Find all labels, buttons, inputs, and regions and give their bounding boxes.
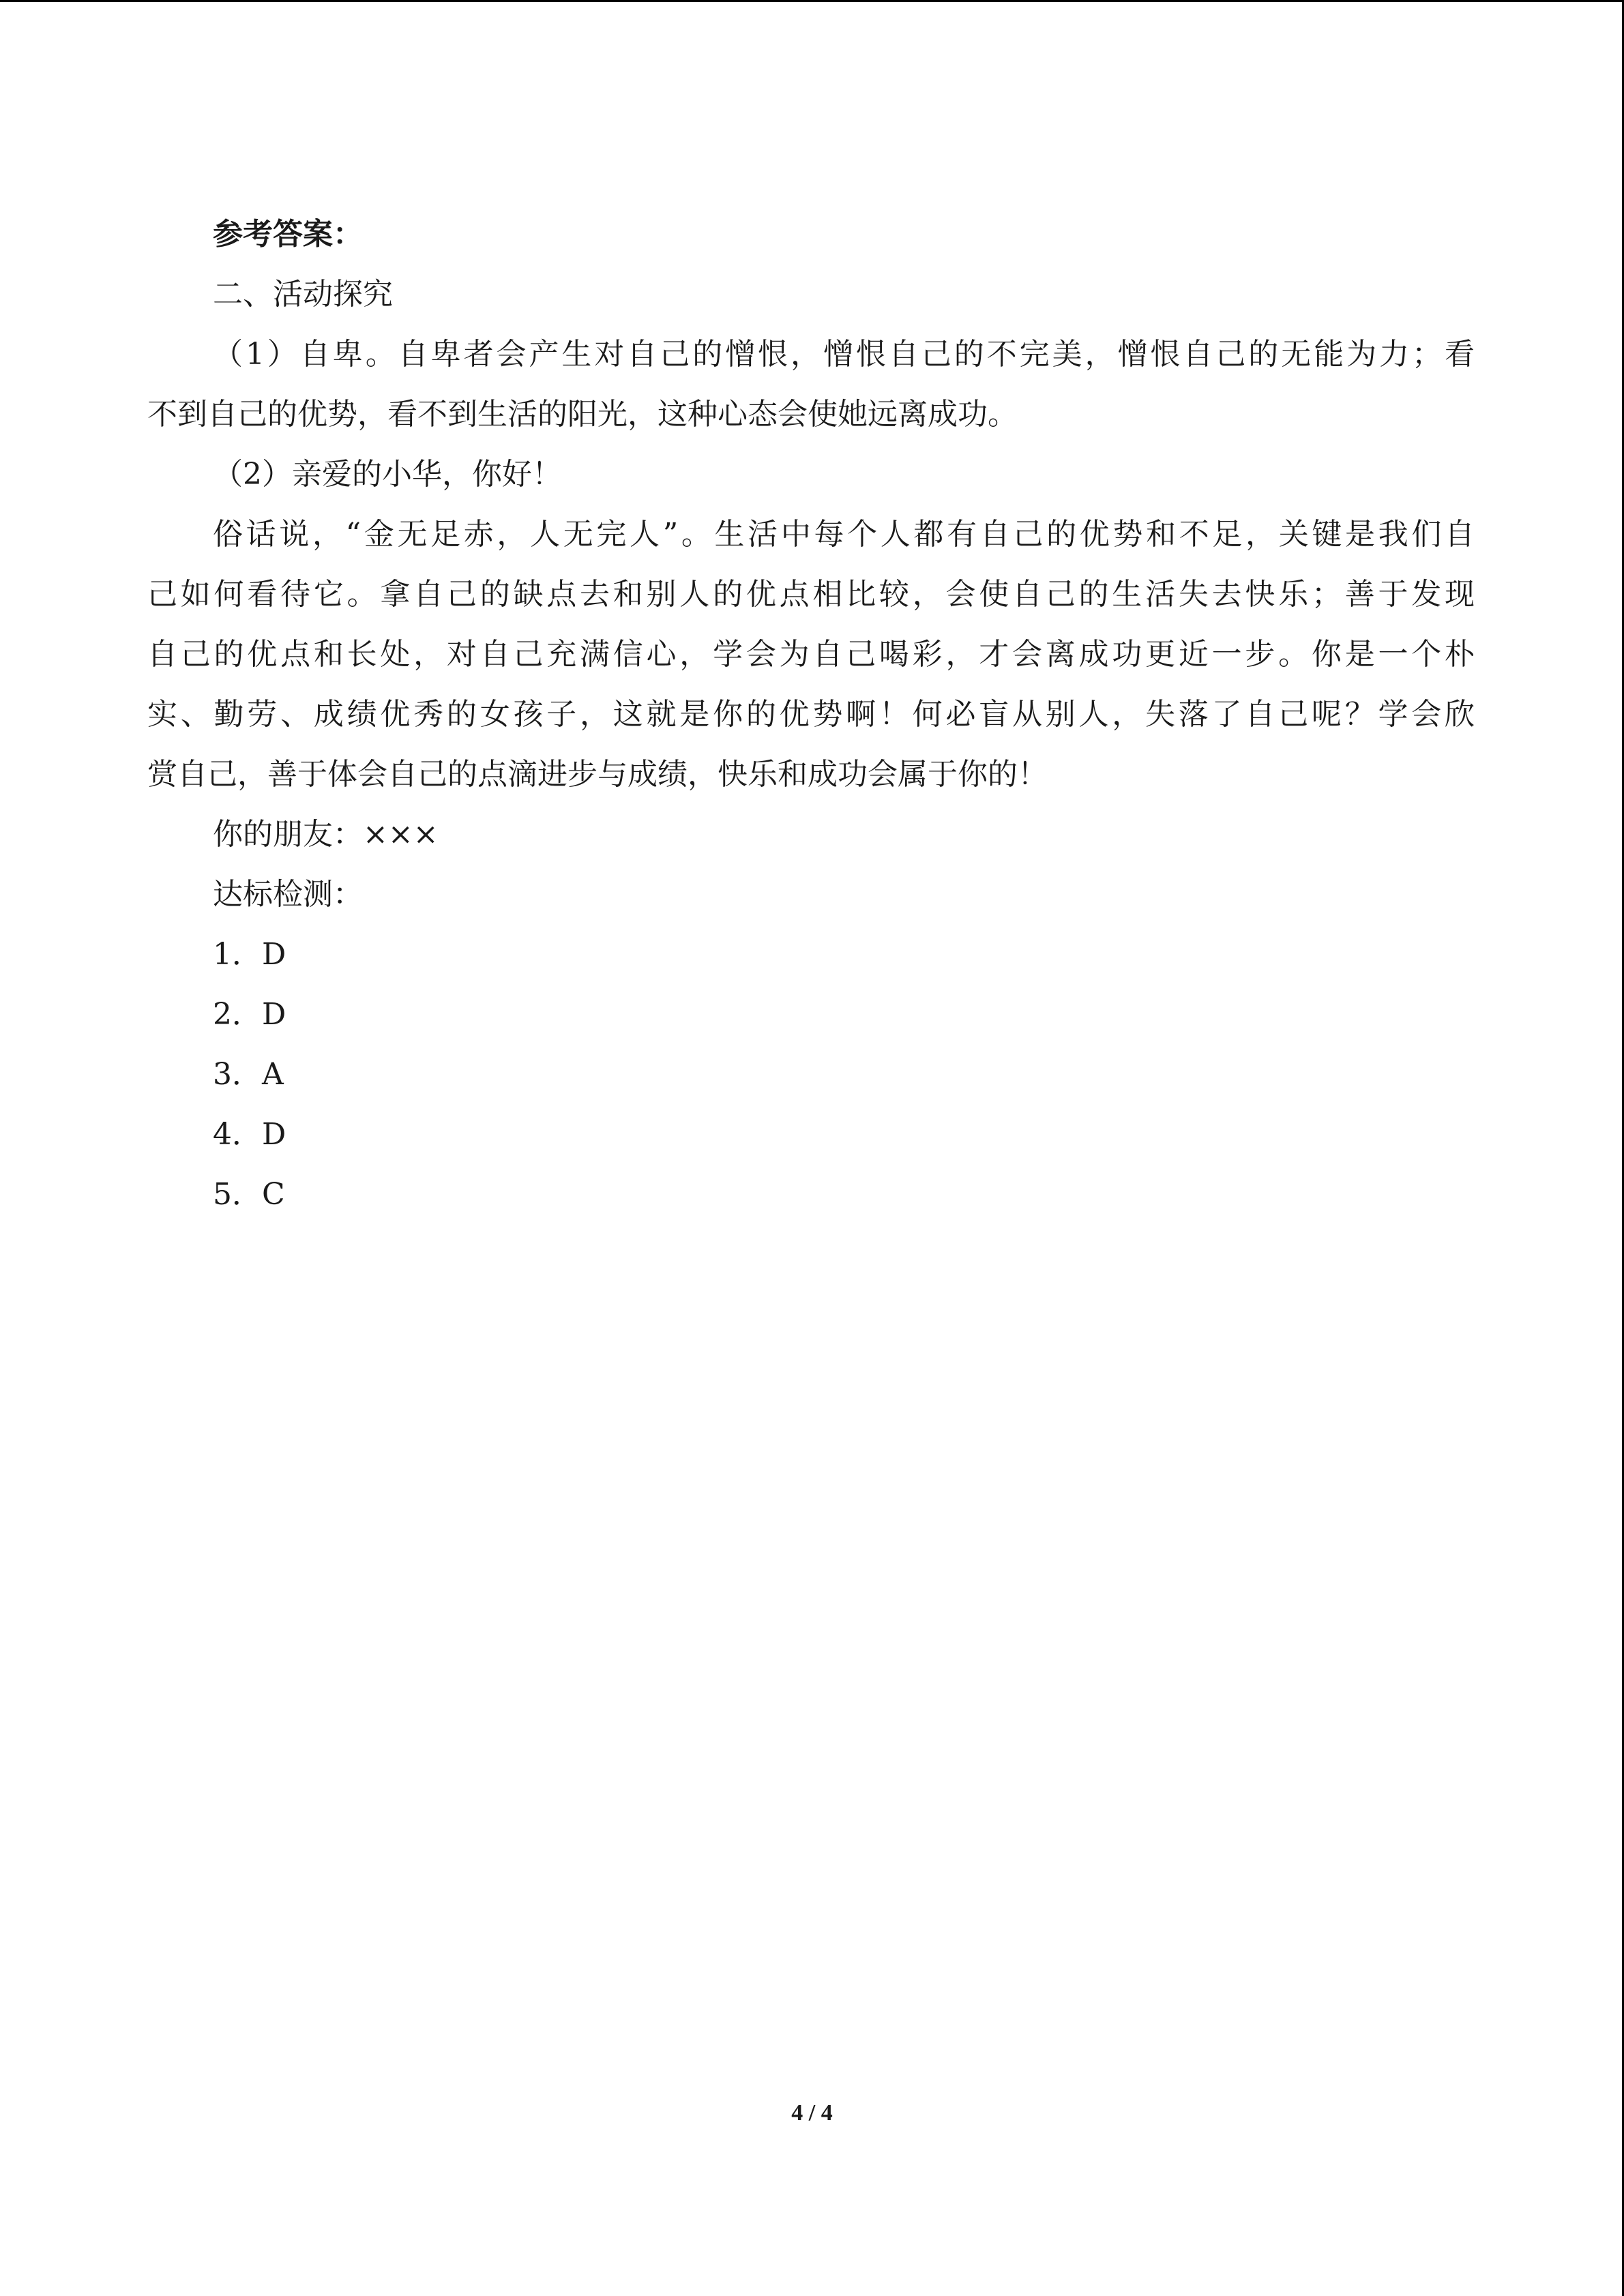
letter-signature: 你的朋友：××× bbox=[213, 817, 439, 852]
test-answer-item: 4．D bbox=[213, 1117, 286, 1152]
letter-line: 己如何看待它。拿自己的缺点去和别人的优点相比较，会使自己的生活失去快乐；善于发现 bbox=[147, 577, 1475, 612]
q2-greeting: （2）亲爱的小华，你好！ bbox=[213, 457, 562, 492]
letter-line: 自己的优点和长处，对自己充满信心，学会为自己喝彩，才会离成功更近一步。你是一个朴 bbox=[147, 637, 1475, 672]
test-answer-item: 3．A bbox=[213, 1057, 284, 1092]
answer-document bbox=[147, 205, 1475, 1225]
answers-heading: 参考答案： bbox=[213, 217, 363, 252]
letter-line: 赏自己，善于体会自己的点滴进步与成绩，快乐和成功会属于你的！ bbox=[147, 757, 1048, 792]
q1-answer-line-2: 不到自己的优势，看不到生活的阳光，这种心态会使她远离成功。 bbox=[147, 397, 1018, 432]
test-answer-item: 1．D bbox=[213, 937, 286, 972]
letter-line: 实、勤劳、成绩优秀的女孩子，这就是你的优势啊！何必盲从别人，失落了自己呢？学会欣 bbox=[147, 697, 1475, 732]
test-answer-item: 2．D bbox=[213, 997, 286, 1032]
section-title: 二、活动探究 bbox=[213, 277, 393, 312]
letter-line: 俗话说，“金无足赤，人无完人”。生活中每个人都有自己的优势和不足，关键是我们自 bbox=[213, 517, 1475, 552]
top-border-rule bbox=[0, 0, 1624, 2]
page-number: 4 / 4 bbox=[791, 2100, 833, 2126]
test-title: 达标检测： bbox=[213, 877, 363, 912]
q1-answer-line-1: （1）自卑。自卑者会产生对自己的憎恨，憎恨自己的不完美，憎恨自己的无能为力；看 bbox=[213, 337, 1475, 372]
test-answer-item: 5．C bbox=[213, 1177, 285, 1212]
